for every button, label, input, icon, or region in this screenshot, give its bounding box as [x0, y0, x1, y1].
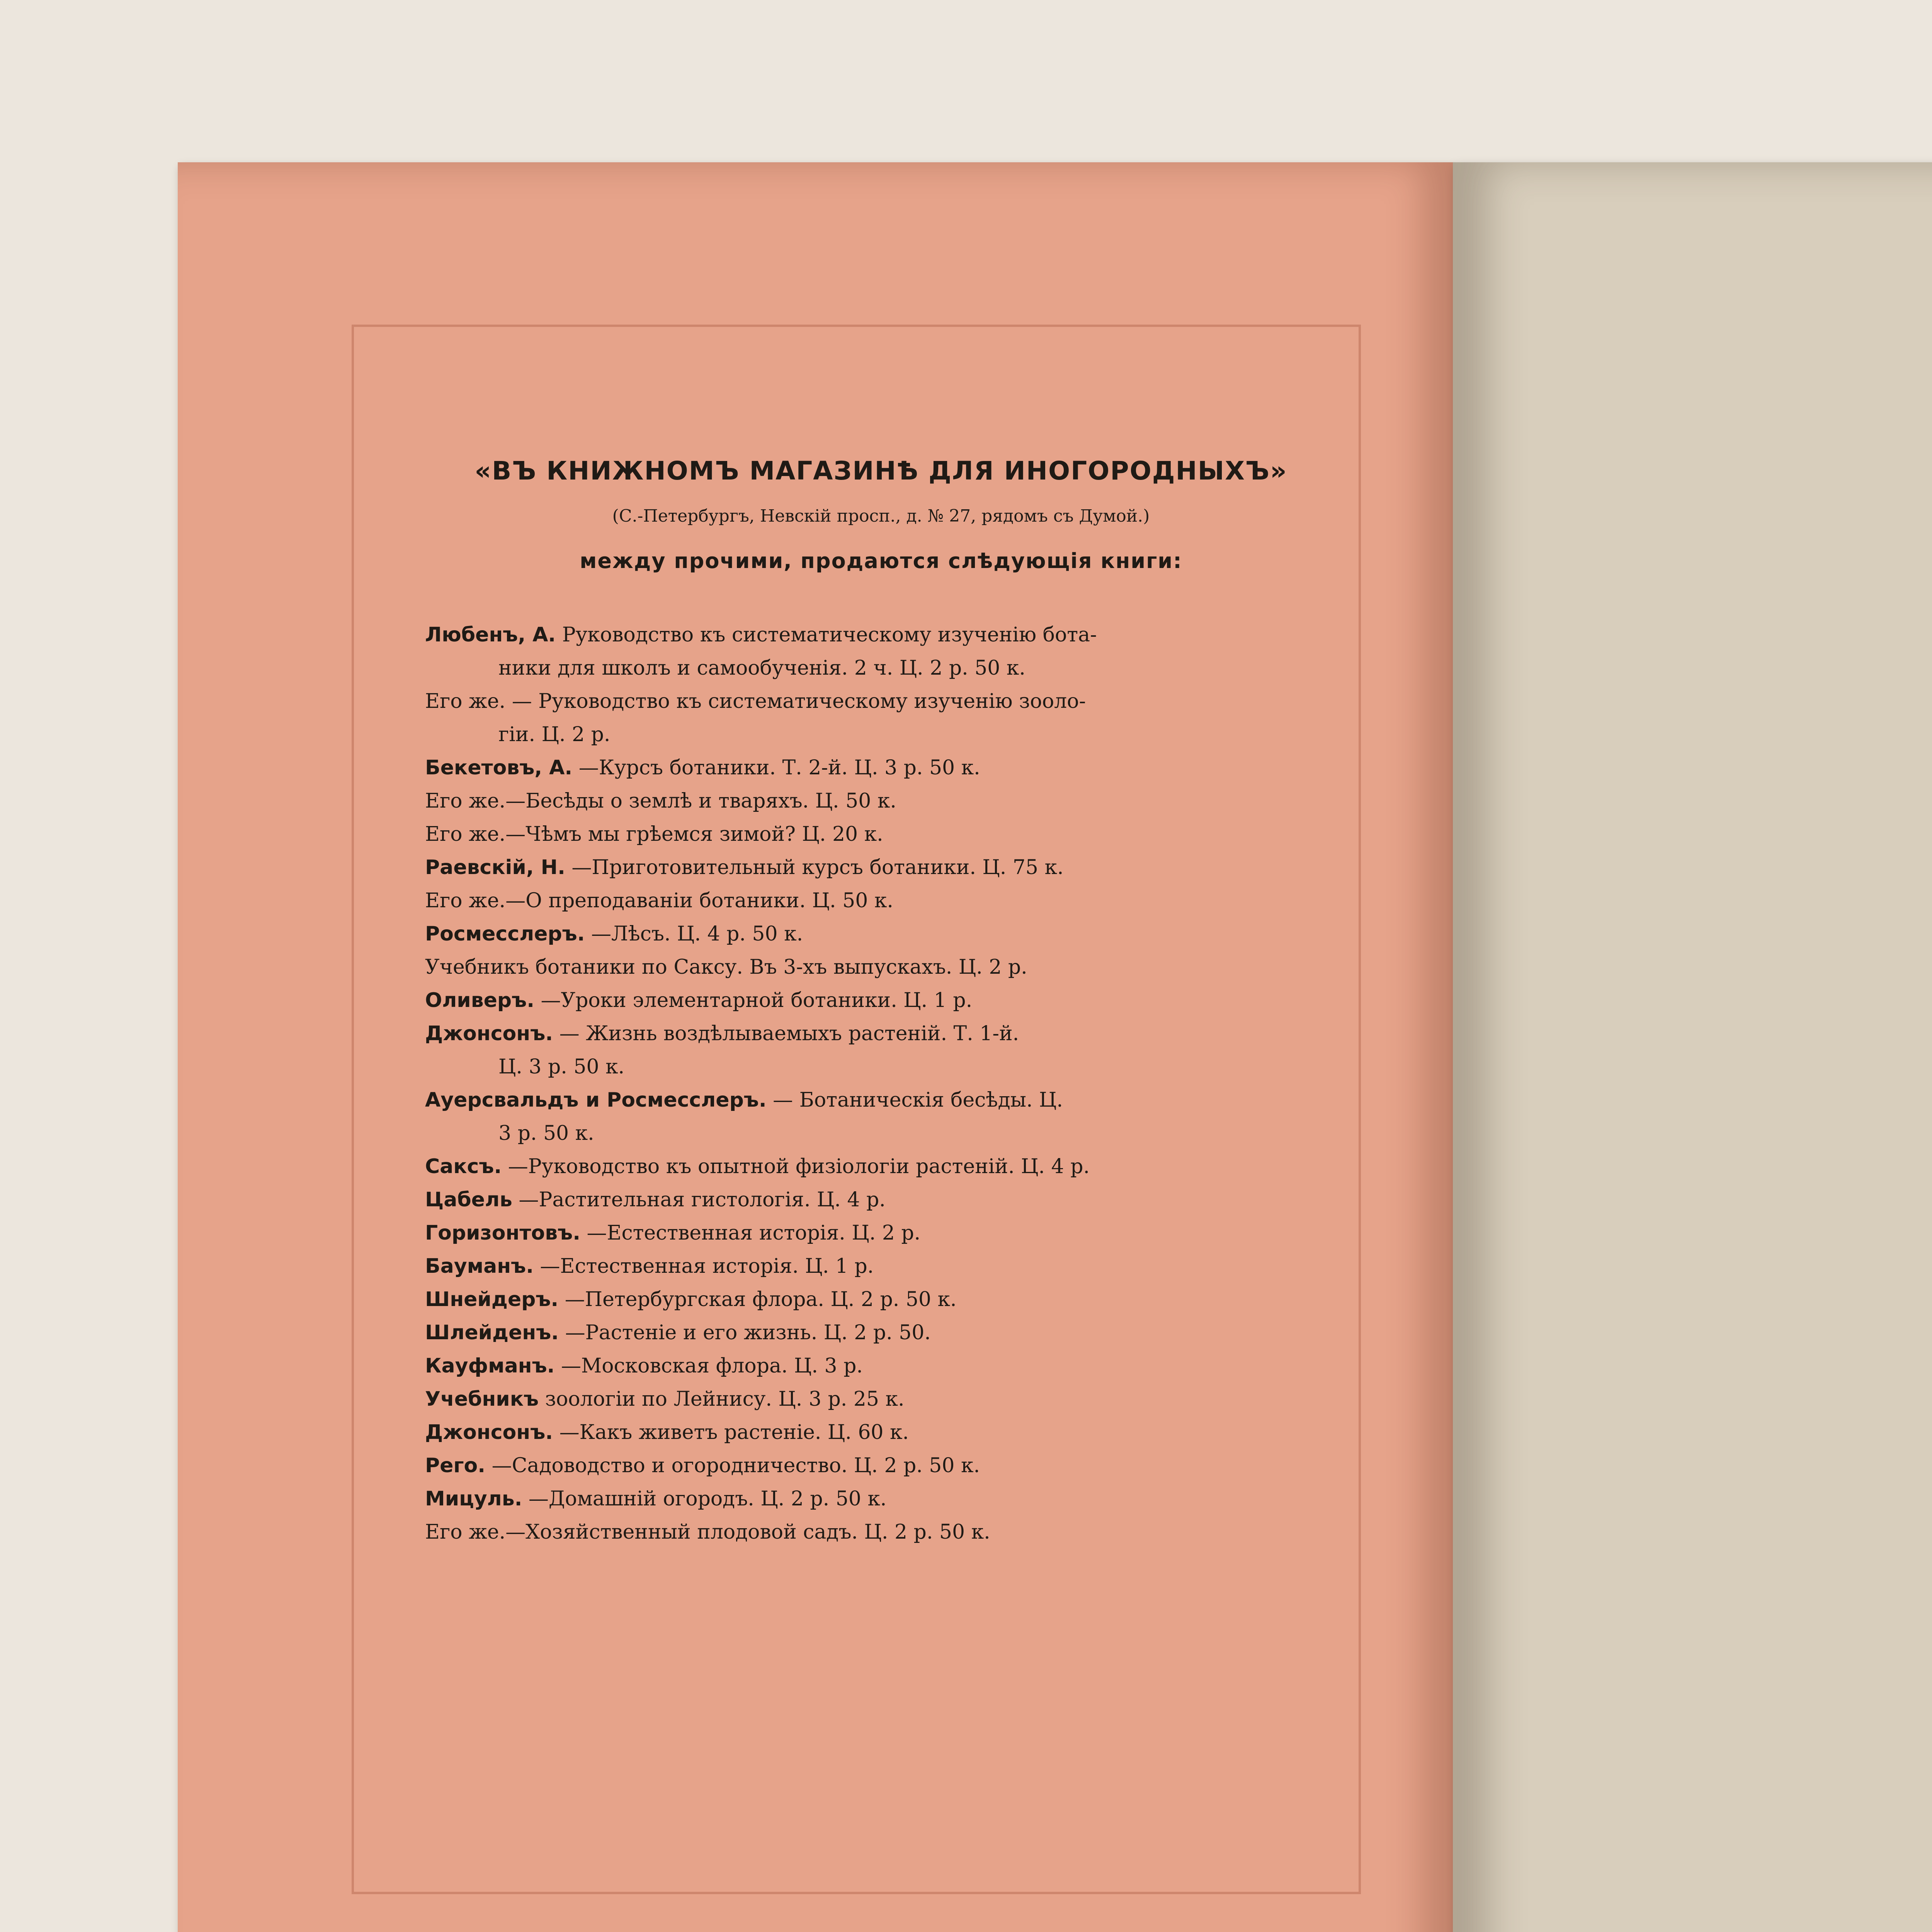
book-description-continued: ники для школъ и самообученія. 2 ч. Ц. 2 р. 50 к. — [498, 656, 1026, 680]
book-entry — [425, 1349, 1345, 1383]
book-description: зоологіи по Лейнису. Ц. 3 р. 25 к. — [545, 1388, 905, 1411]
book-description: Учебникъ ботаники по Саксу. Въ 3-хъ выпускахъ. Ц. 2 р. — [425, 956, 1027, 979]
book-entry — [425, 851, 1345, 884]
book-author: Учебникъ — [425, 1388, 539, 1411]
book-description: —Какъ живетъ растеніе. Ц. 60 к. — [559, 1421, 909, 1444]
book-description: —Уроки элементарной ботаники. Ц. 1 р. — [541, 989, 973, 1012]
book-entry — [425, 751, 1345, 784]
book-author: Джонсонъ. — [425, 1421, 553, 1444]
book-author: Саксъ. — [425, 1155, 502, 1178]
book-entry — [425, 1216, 1345, 1250]
book-author: Бекетовъ, А. — [425, 756, 573, 779]
book-author: Росмесслеръ. — [425, 922, 585, 946]
book-description-continued: Ц. 3 р. 50 к. — [498, 1055, 625, 1078]
open-book — [178, 162, 1932, 1932]
book-author: Джонсонъ. — [425, 1022, 553, 1045]
book-description: —Растеніе и его жизнь. Ц. 2 р. 50. — [565, 1321, 931, 1344]
book-description: —Руководство къ опытной физіологіи растеній. Ц. 4 р. — [508, 1155, 1090, 1178]
ad-heading: «ВЪ КНИЖНОМЪ МАГАЗИНѢ ДЛЯ ИНОГОРОДНЫХЪ» — [474, 456, 1287, 486]
book-description: —Курсъ ботаники. Т. 2-й. Ц. 3 р. 50 к. — [578, 756, 980, 779]
book-author: Раевскій, Н. — [425, 856, 565, 879]
ad-address: (С.-Петербургъ, Невскій просп., д. № 27, рядомъ съ Думой.) — [612, 506, 1150, 526]
book-description: —Домашній огородъ. Ц. 2 р. 50 к. — [528, 1487, 887, 1510]
book-entry — [425, 1383, 1345, 1416]
book-entry — [425, 784, 1345, 818]
book-author: Мицуль. — [425, 1487, 522, 1510]
book-author: Оливеръ. — [425, 989, 534, 1012]
book-entry — [425, 917, 1345, 951]
book-description: Его же. — Руководство къ систематическому изученію зооло- — [425, 690, 1086, 713]
book-description: Его же.—Хозяйственный плодовой садъ. Ц. 2 р. 50 к. — [425, 1520, 990, 1544]
book-entry — [425, 1416, 1345, 1449]
book-description: Его же.—Чѣмъ мы грѣемся зимой? Ц. 20 к. — [425, 823, 883, 846]
book-entry — [425, 1017, 1345, 1083]
book-entry — [425, 1150, 1345, 1183]
book-author: Горизонтовъ. — [425, 1221, 580, 1245]
book-entry — [425, 984, 1345, 1017]
book-author: Цабель — [425, 1188, 512, 1211]
book-description: —Естественная исторія. Ц. 1 р. — [540, 1255, 874, 1278]
book-entry — [425, 884, 1345, 917]
book-description: —Растительная гистологія. Ц. 4 р. — [519, 1188, 886, 1211]
left-page-advertisement — [178, 162, 1453, 1932]
book-author: Кауфманъ. — [425, 1354, 555, 1378]
book-list — [425, 618, 1345, 1549]
book-description-continued: 3 р. 50 к. — [498, 1122, 594, 1145]
book-author: Шнейдеръ. — [425, 1288, 559, 1311]
book-description: —Садоводство и огородничество. Ц. 2 р. 50 к. — [492, 1454, 980, 1477]
book-entry — [425, 1449, 1345, 1482]
book-entry — [425, 1083, 1345, 1150]
book-description: —Естественная исторія. Ц. 2 р. — [587, 1221, 921, 1245]
book-entry — [425, 818, 1345, 851]
book-entry — [425, 1183, 1345, 1216]
book-description: Его же.—Бесѣды о землѣ и тваряхъ. Ц. 50 к. — [425, 789, 896, 813]
book-description: — Ботаническія бесѣды. Ц. — [773, 1088, 1063, 1112]
book-entry — [425, 685, 1345, 751]
book-description: Руководство къ систематическому изученію бота- — [562, 623, 1097, 646]
book-entry — [425, 1515, 1345, 1549]
book-description: —Приготовительный курсъ ботаники. Ц. 75 к. — [571, 856, 1064, 879]
book-description-continued: гіи. Ц. 2 р. — [498, 723, 611, 746]
right-page-article — [1453, 162, 1932, 1932]
book-entry — [425, 1316, 1345, 1349]
ad-intro: между прочими, продаются слѣдующія книги: — [580, 549, 1182, 573]
book-author: Бауманъ. — [425, 1255, 534, 1278]
book-description: —Петербургская флора. Ц. 2 р. 50 к. — [565, 1288, 957, 1311]
book-entry — [425, 1283, 1345, 1316]
book-author: Рего. — [425, 1454, 486, 1477]
book-description: —Лѣсъ. Ц. 4 р. 50 к. — [591, 922, 803, 946]
book-author: Шлейденъ. — [425, 1321, 559, 1344]
book-author: Любенъ, А. — [425, 623, 556, 646]
book-description: —Московская флора. Ц. 3 р. — [561, 1354, 863, 1378]
book-description: — Жизнь воздѣлываемыхъ растеній. Т. 1-й. — [559, 1022, 1019, 1045]
book-entry — [425, 1482, 1345, 1515]
book-author: Ауерсвальдъ и Росмесслеръ. — [425, 1088, 767, 1112]
book-description: Его же.—О преподаваніи ботаники. Ц. 50 к. — [425, 889, 893, 912]
book-entry — [425, 618, 1345, 685]
book-entry — [425, 951, 1345, 984]
book-entry — [425, 1250, 1345, 1283]
